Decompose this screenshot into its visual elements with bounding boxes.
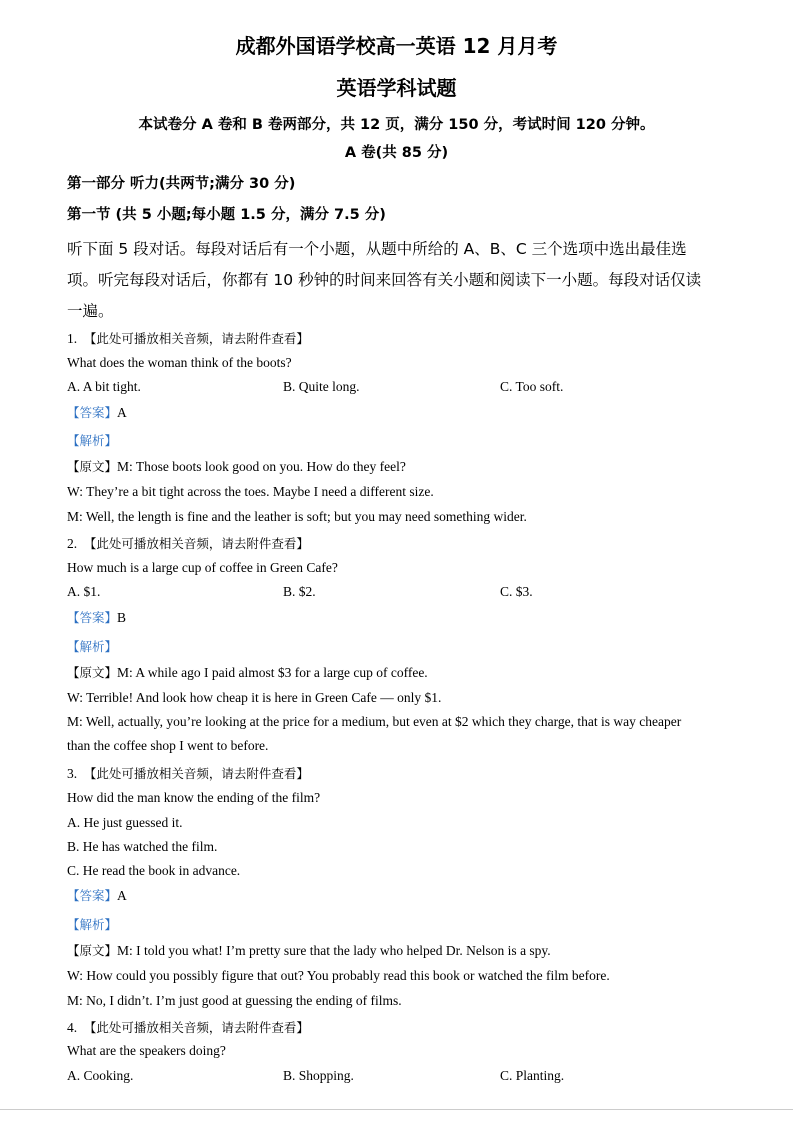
question-text: What are the speakers doing? xyxy=(67,1043,226,1058)
question-number: 4. xyxy=(67,1020,78,1035)
option-b: B. Shopping. xyxy=(283,1068,354,1083)
option-b: B. $2. xyxy=(283,584,316,599)
instructions-line-3: 一遍。 xyxy=(67,302,114,320)
transcript-line xyxy=(67,457,406,475)
transcript-text: M: Those boots look good on you. How do they feel? xyxy=(117,459,406,474)
question-number: 3. xyxy=(67,766,78,781)
transcript-line xyxy=(67,663,428,681)
question-audio-line xyxy=(67,329,309,347)
exam-subtitle: 英语学科试题 xyxy=(336,76,457,100)
answer-label: 【答案】 xyxy=(67,610,118,625)
answer-line xyxy=(67,403,127,421)
analysis-line xyxy=(67,915,117,933)
analysis-label: 【解析】 xyxy=(67,917,118,932)
audio-note[interactable]: 【此处可播放相关音频，请去附件查看】 xyxy=(83,536,309,551)
answer-line xyxy=(67,608,126,626)
option-b: B. Quite long. xyxy=(283,379,360,394)
audio-note[interactable]: 【此处可播放相关音频，请去附件查看】 xyxy=(83,1020,309,1035)
question-audio-line xyxy=(67,764,309,782)
instructions-line-2: 项。听完每段对话后，你都有 10 秒钟的时间来回答有关小题和阅读下一小题。每段对话仅读 xyxy=(67,271,702,289)
option-c: C. Planting. xyxy=(500,1068,565,1083)
analysis-label: 【解析】 xyxy=(67,433,118,448)
transcript-line xyxy=(67,941,551,959)
option-b: B. He has watched the film. xyxy=(67,839,218,854)
audio-note[interactable]: 【此处可播放相关音频，请去附件查看】 xyxy=(83,331,309,346)
option-a: A. $1. xyxy=(67,584,101,599)
section-a-heading: A 卷(共 85 分) xyxy=(344,145,449,161)
transcript-text: M: I told you what! I’m pretty sure that the lady who helped Dr. Nelson is a spy. xyxy=(117,943,551,958)
answer-label: 【答案】 xyxy=(67,888,118,903)
option-c: C. He read the book in advance. xyxy=(67,863,241,878)
answer-label: 【答案】 xyxy=(67,405,118,420)
answer-value: B xyxy=(117,610,127,625)
transcript-label: 【原文】 xyxy=(67,943,118,958)
exam-title: 成都外国语学校高一英语 12 月月考 xyxy=(235,34,558,58)
question-audio-line xyxy=(67,1018,309,1036)
transcript-text: M: A while ago I paid almost $3 for a large cup of coffee. xyxy=(117,665,428,680)
transcript-line: W: Terrible! And look how cheap it is here in Green Cafe — only $1. xyxy=(67,690,442,705)
question-text: How much is a large cup of coffee in Green Cafe? xyxy=(67,560,338,575)
analysis-line xyxy=(67,431,117,449)
page-bottom-divider xyxy=(0,1109,793,1110)
audio-note[interactable]: 【此处可播放相关音频，请去附件查看】 xyxy=(83,766,309,781)
question-text: How did the man know the ending of the film? xyxy=(67,790,321,805)
part1-heading: 第一部分 听力(共两节;满分 30 分) xyxy=(67,176,296,192)
section1-heading: 第一节 (共 5 小题;每小题 1.5 分，满分 7.5 分) xyxy=(67,207,386,223)
option-a: A. A bit tight. xyxy=(67,379,141,394)
transcript-label: 【原文】 xyxy=(67,459,118,474)
transcript-label: 【原文】 xyxy=(67,665,118,680)
question-number: 2. xyxy=(67,536,78,551)
option-c: C. $3. xyxy=(500,584,533,599)
transcript-line: M: Well, actually, you’re looking at the price for a medium, but even at $2 which they charge, that is way cheaper xyxy=(67,714,682,729)
answer-line xyxy=(67,886,127,904)
answer-value: A xyxy=(117,888,127,903)
option-c: C. Too soft. xyxy=(500,379,564,394)
transcript-line: M: Well, the length is fine and the leather is soft; but you may need something wider. xyxy=(67,509,527,524)
transcript-line: than the coffee shop I went to before. xyxy=(67,738,269,753)
transcript-line: W: How could you possibly figure that out? You probably read this book or watched the film before. xyxy=(67,968,610,983)
transcript-line: M: No, I didn’t. I’m just good at guessing the ending of films. xyxy=(67,993,402,1008)
option-a: A. He just guessed it. xyxy=(67,815,183,830)
transcript-line: W: They’re a bit tight across the toes. Maybe I need a different size. xyxy=(67,484,434,499)
option-a: A. Cooking. xyxy=(67,1068,134,1083)
question-number: 1. xyxy=(67,331,78,346)
answer-value: A xyxy=(117,405,127,420)
question-text: What does the woman think of the boots? xyxy=(67,355,292,370)
question-audio-line xyxy=(67,534,309,552)
analysis-line xyxy=(67,637,117,655)
instructions-line-1: 听下面 5 段对话。每段对话后有一个小题，从题中所给的 A、B、C 三个选项中选出最佳选 xyxy=(67,240,687,258)
exam-intro: 本试卷分 A 卷和 B 卷两部分，共 12 页，满分 150 分，考试时间 120 分钟。 xyxy=(138,117,655,133)
analysis-label: 【解析】 xyxy=(67,639,118,654)
